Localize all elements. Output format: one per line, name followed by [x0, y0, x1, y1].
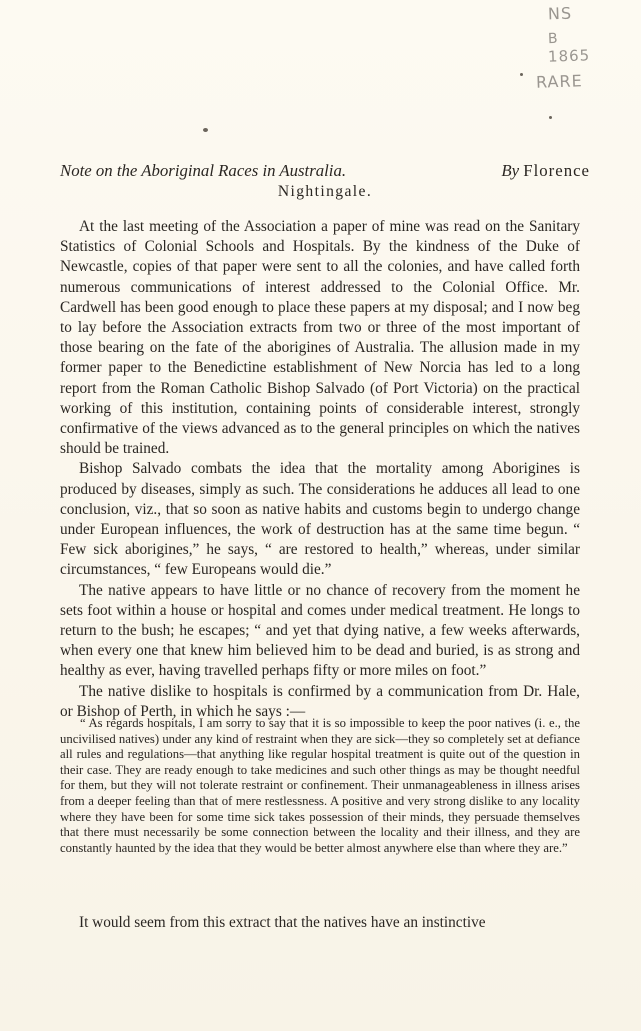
- author-first-name: Florence: [523, 161, 590, 180]
- author-last-name: Nightingale.: [277, 183, 373, 200]
- paragraph: The native dislike to hospitals is confirmed by a communication from Dr. Hale, or Bishop of Perth, in which he says :—: [60, 682, 580, 720]
- handwritten-annotation: RARE: [535, 71, 583, 92]
- closing-line: It would seem from this extract that the natives have an instinctive: [79, 914, 486, 931]
- block-quote: [60, 716, 580, 856]
- speck-mark: [549, 116, 552, 119]
- quote-text: “ As regards hospitals, I am sorry to say that it is so impossible to keep the poor natives (i. e., the uncivilised natives) under any kind of restraint when they are sick—they so completely set at defiance all rules and regulations—that anything like regular hospital treatment is quite out of the question in their case. They are ready enough to take medicines and such other things as may be thought needful for them, but they will not tolerate restraint or confinement. Their unmanageableness in illness arises from a deeper feeling than that of mere restlessness. A positive and very strong dislike to any locality where they have been for some time sick takes possession of their minds, they persuade themselves that there must necessarily be some connection between the locality and their illness, and they are constantly haunted by the idea that they would be better almost anywhere else than where they are.”: [60, 716, 580, 855]
- handwritten-annotation: B: [547, 30, 559, 48]
- handwritten-annotation: NS: [547, 3, 573, 24]
- paragraph: Bishop Salvado combats the idea that the mortality among Aborigines is produced by diseases, simply as such. The considerations he adduces all lead to one conclusion, viz., that so soon as native habits and customs begin to undergo change under European influences, the work of destruction has at the same time begun. “ Few sick aborigines,” he says, “ are restored to health,” whereas, under similar circumstances, “ few Europeans would die.”: [60, 460, 580, 579]
- speck-mark: [520, 73, 523, 76]
- page-title: [60, 160, 590, 202]
- paragraph: The native appears to have little or no chance of recovery from the moment he sets foot within a house or hospital and comes under medical treatment. He longs to return to the bush; he escapes; “ and yet that dying native, a few weeks afterwards, when every one that knew him believed him to be dead and buried, is as strong and healthy as ever, having travelled perhaps fifty or more miles on foot.”: [60, 581, 580, 680]
- speck-mark: [203, 128, 208, 132]
- title-by: By: [501, 161, 520, 180]
- paragraph: At the last meeting of the Association a paper of mine was read on the Sanitary Statistics of Colonial Schools and Hospitals. By the kindness of the Duke of Newcastle, copies of that paper were sent to all the colonies, and have called forth numerous communications of interest addressed to the Colonial Office. Mr. Cardwell has been good enough to place these papers at my disposal; and I now beg to lay before the Association extracts from two or three of the most important of those bearing on the fate of the aborigines of Australia. The allusion made in my former paper to the Benedictine establishment of New Norcia has led to a long report from the Roman Catholic Bishop Salvado (of Port Victoria) on the practical working of this institution, containing points of considerable interest, strongly confirmative of the views advanced as to the general principles on which the natives should be trained.: [60, 218, 580, 458]
- title-byline: [501, 160, 590, 181]
- body-text: [60, 217, 580, 722]
- title-italic: Note on the Aboriginal Races in Australia.: [60, 161, 347, 180]
- handwritten-annotation: 1865: [547, 46, 591, 66]
